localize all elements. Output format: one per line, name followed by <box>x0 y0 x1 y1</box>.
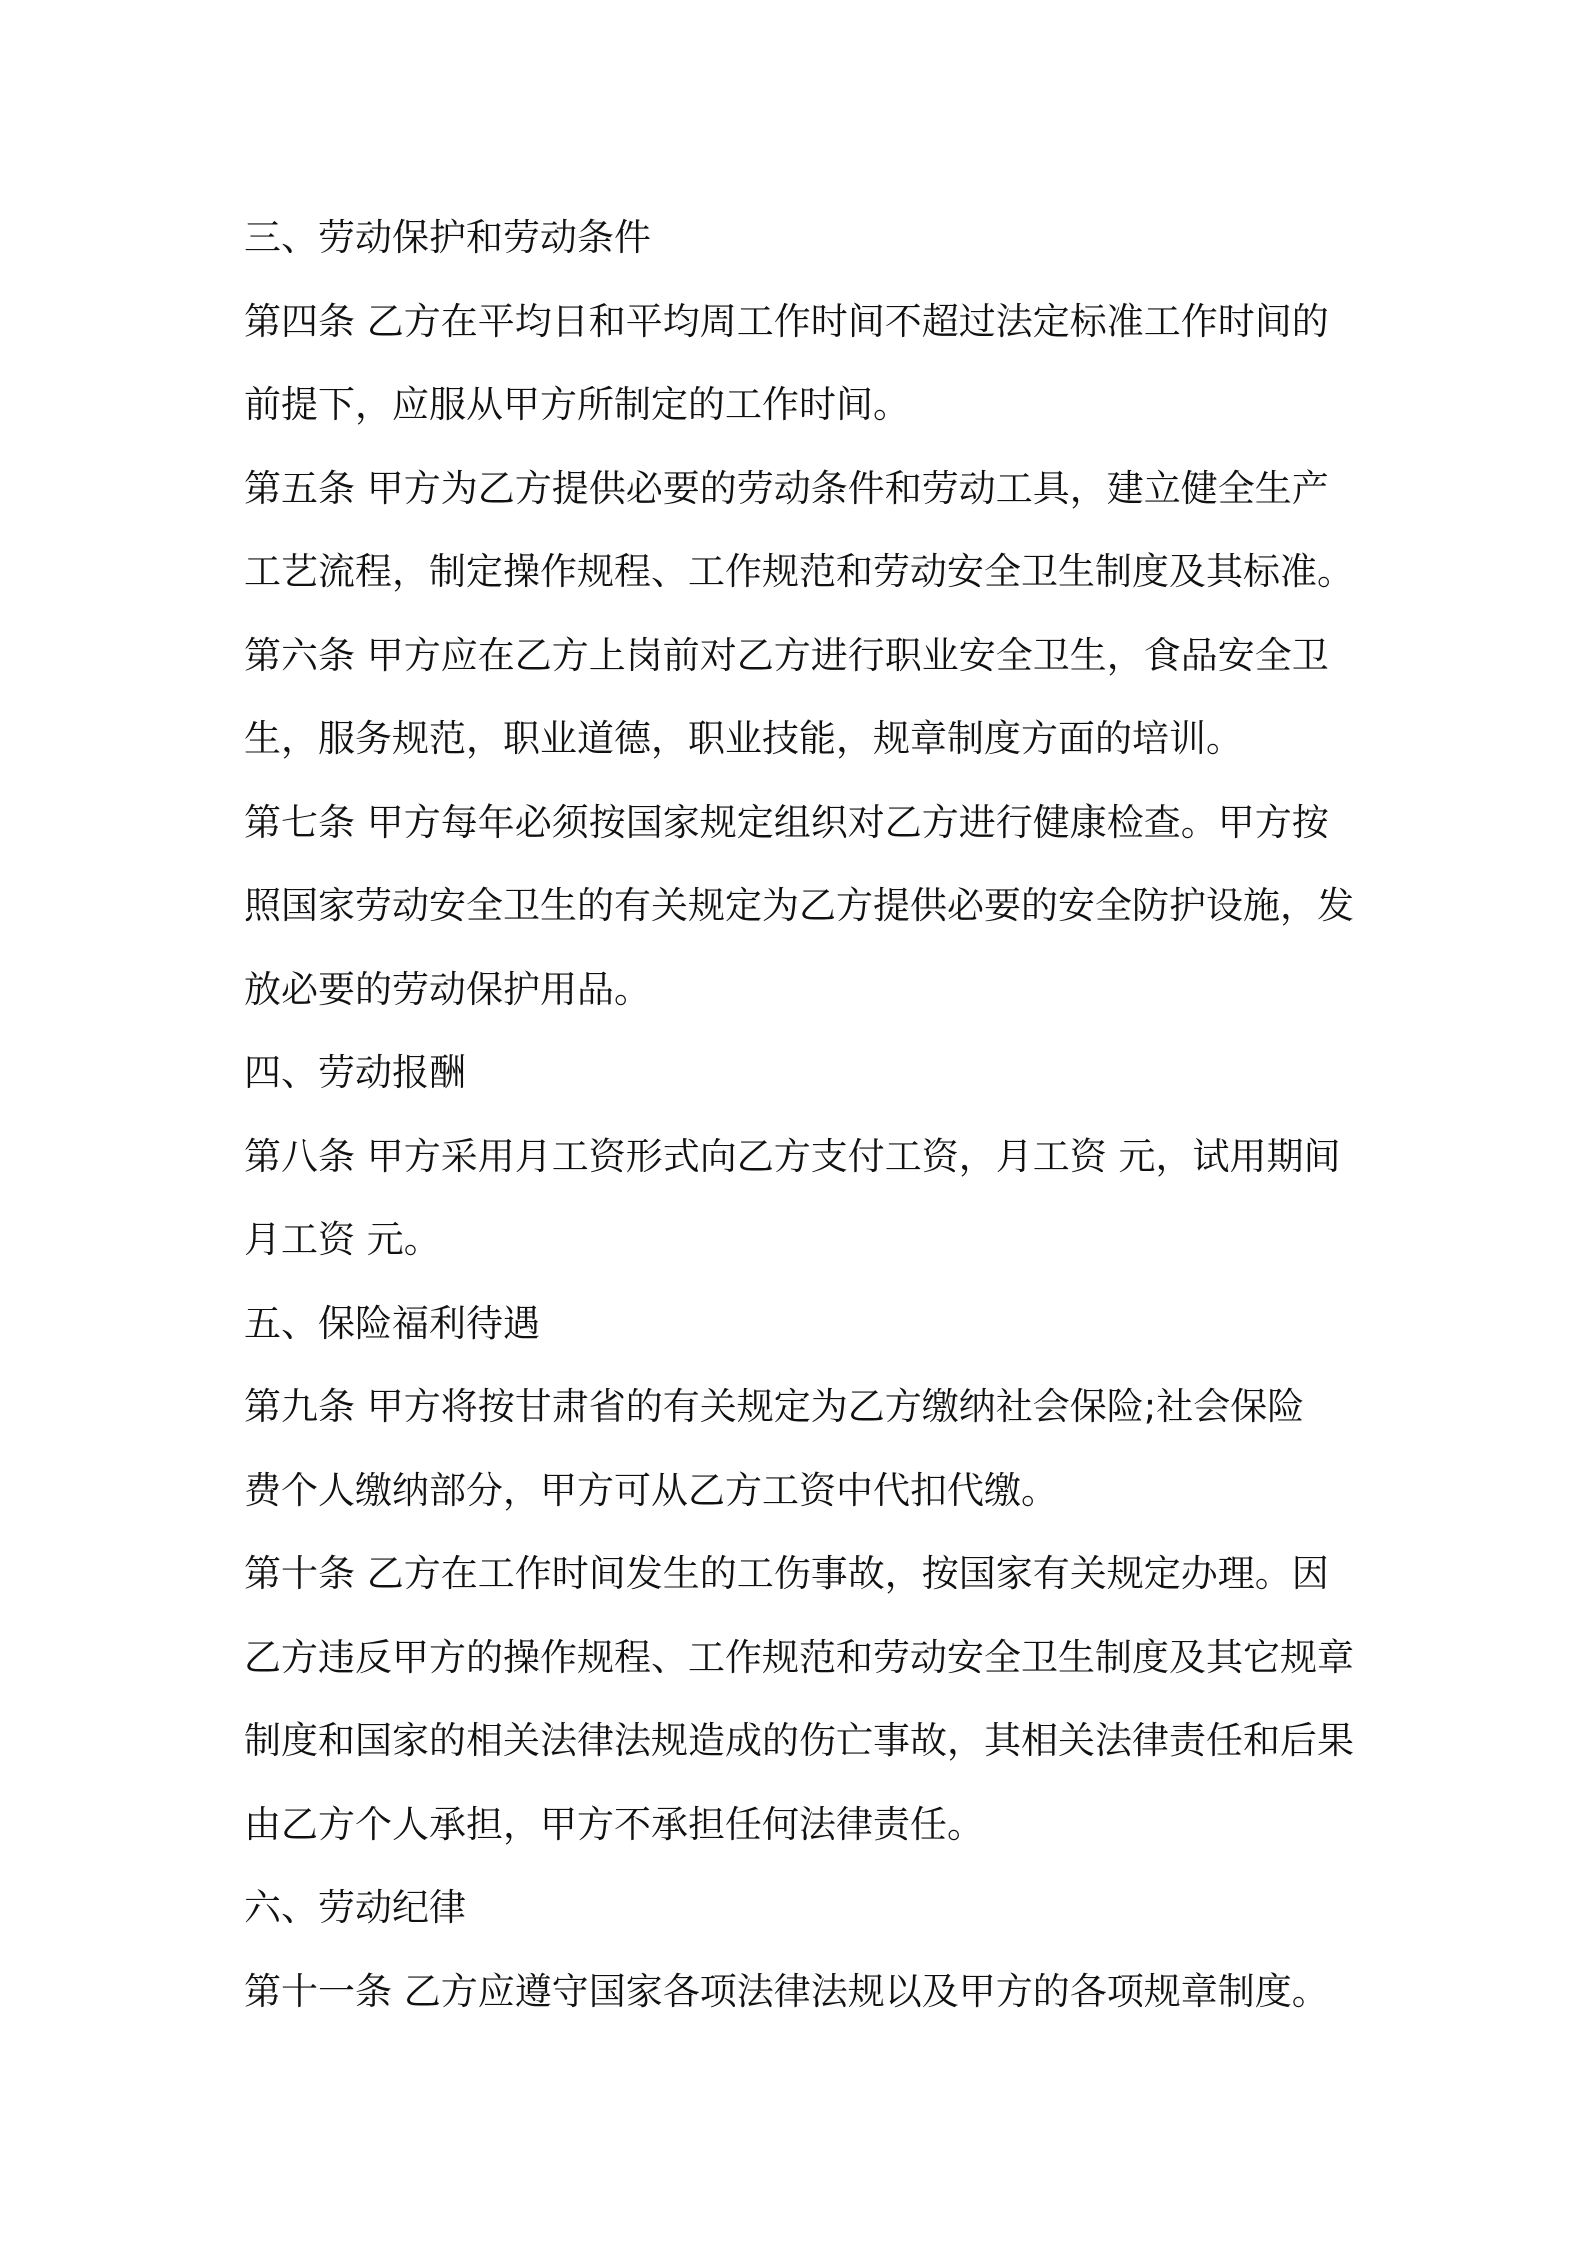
paragraph-line: 前提下，应服从甲方所制定的工作时间。 <box>244 383 910 426</box>
paragraph-line: 第十条 乙方在工作时间发生的工伤事故，按国家有关规定办理。因 <box>244 1552 1329 1595</box>
paragraph-line: 由乙方个人承担，甲方不承担任何法律责任。 <box>244 1802 984 1846</box>
paragraph-line: 第四条 乙方在平均日和平均周工作时间不超过法定标准工作时间的 <box>244 299 1329 343</box>
article-paragraph <box>244 1365 1364 1532</box>
paragraph-line: 生，服务规范，职业道德，职业技能，规章制度方面的培训。 <box>244 717 1243 760</box>
paragraph-line: 第十一条 乙方应遵守国家各项法律法规以及甲方的各项规章制度。 <box>244 1969 1329 2013</box>
section-heading <box>244 1282 1364 1366</box>
article-paragraph <box>244 781 1364 1032</box>
paragraph-line: 第九条 甲方将按甘肃省的有关规定为乙方缴纳社会保险;社会保险 <box>244 1385 1305 1428</box>
article-paragraph <box>244 1532 1364 1866</box>
section-heading <box>244 1866 1364 1950</box>
paragraph-line: 月工资 元。 <box>244 1218 441 1261</box>
heading-line: 三、劳动保护和劳动条件 <box>244 216 651 259</box>
article-paragraph <box>244 280 1364 447</box>
section-heading <box>244 196 1364 280</box>
paragraph-line: 费个人缴纳部分，甲方可从乙方工资中代扣代缴。 <box>244 1468 1058 1512</box>
paragraph-line: 乙方违反甲方的操作规程、工作规范和劳动安全卫生制度及其它规章 <box>244 1635 1354 1679</box>
paragraph-line: 第五条 甲方为乙方提供必要的劳动条件和劳动工具，建立健全生产 <box>244 466 1329 510</box>
paragraph-line: 放必要的劳动保护用品。 <box>244 967 651 1011</box>
article-paragraph <box>244 447 1364 614</box>
paragraph-line: 第七条 甲方每年必须按国家规定组织对乙方进行健康检查。甲方按 <box>244 800 1329 844</box>
heading-line: 六、劳动纪律 <box>244 1886 466 1929</box>
paragraph-line: 工艺流程，制定操作规程、工作规范和劳动安全卫生制度及其标准。 <box>244 550 1354 593</box>
heading-line: 五、保险福利待遇 <box>244 1301 540 1345</box>
article-paragraph <box>244 1950 1364 2034</box>
paragraph-line: 照国家劳动安全卫生的有关规定为乙方提供必要的安全防护设施，发 <box>244 884 1354 927</box>
section-heading <box>244 1031 1364 1115</box>
paragraph-line: 第六条 甲方应在乙方上岗前对乙方进行职业安全卫生，食品安全卫 <box>244 633 1329 677</box>
paragraph-line: 第八条 甲方采用月工资形式向乙方支付工资，月工资 元，试用期间 <box>244 1134 1341 1178</box>
paragraph-line: 制度和国家的相关法律法规造成的伤亡事故，其相关法律责任和后果 <box>244 1719 1354 1762</box>
document-body <box>244 196 1364 2033</box>
heading-line: 四、劳动报酬 <box>244 1051 466 1094</box>
article-paragraph <box>244 614 1364 781</box>
article-paragraph <box>244 1115 1364 1282</box>
